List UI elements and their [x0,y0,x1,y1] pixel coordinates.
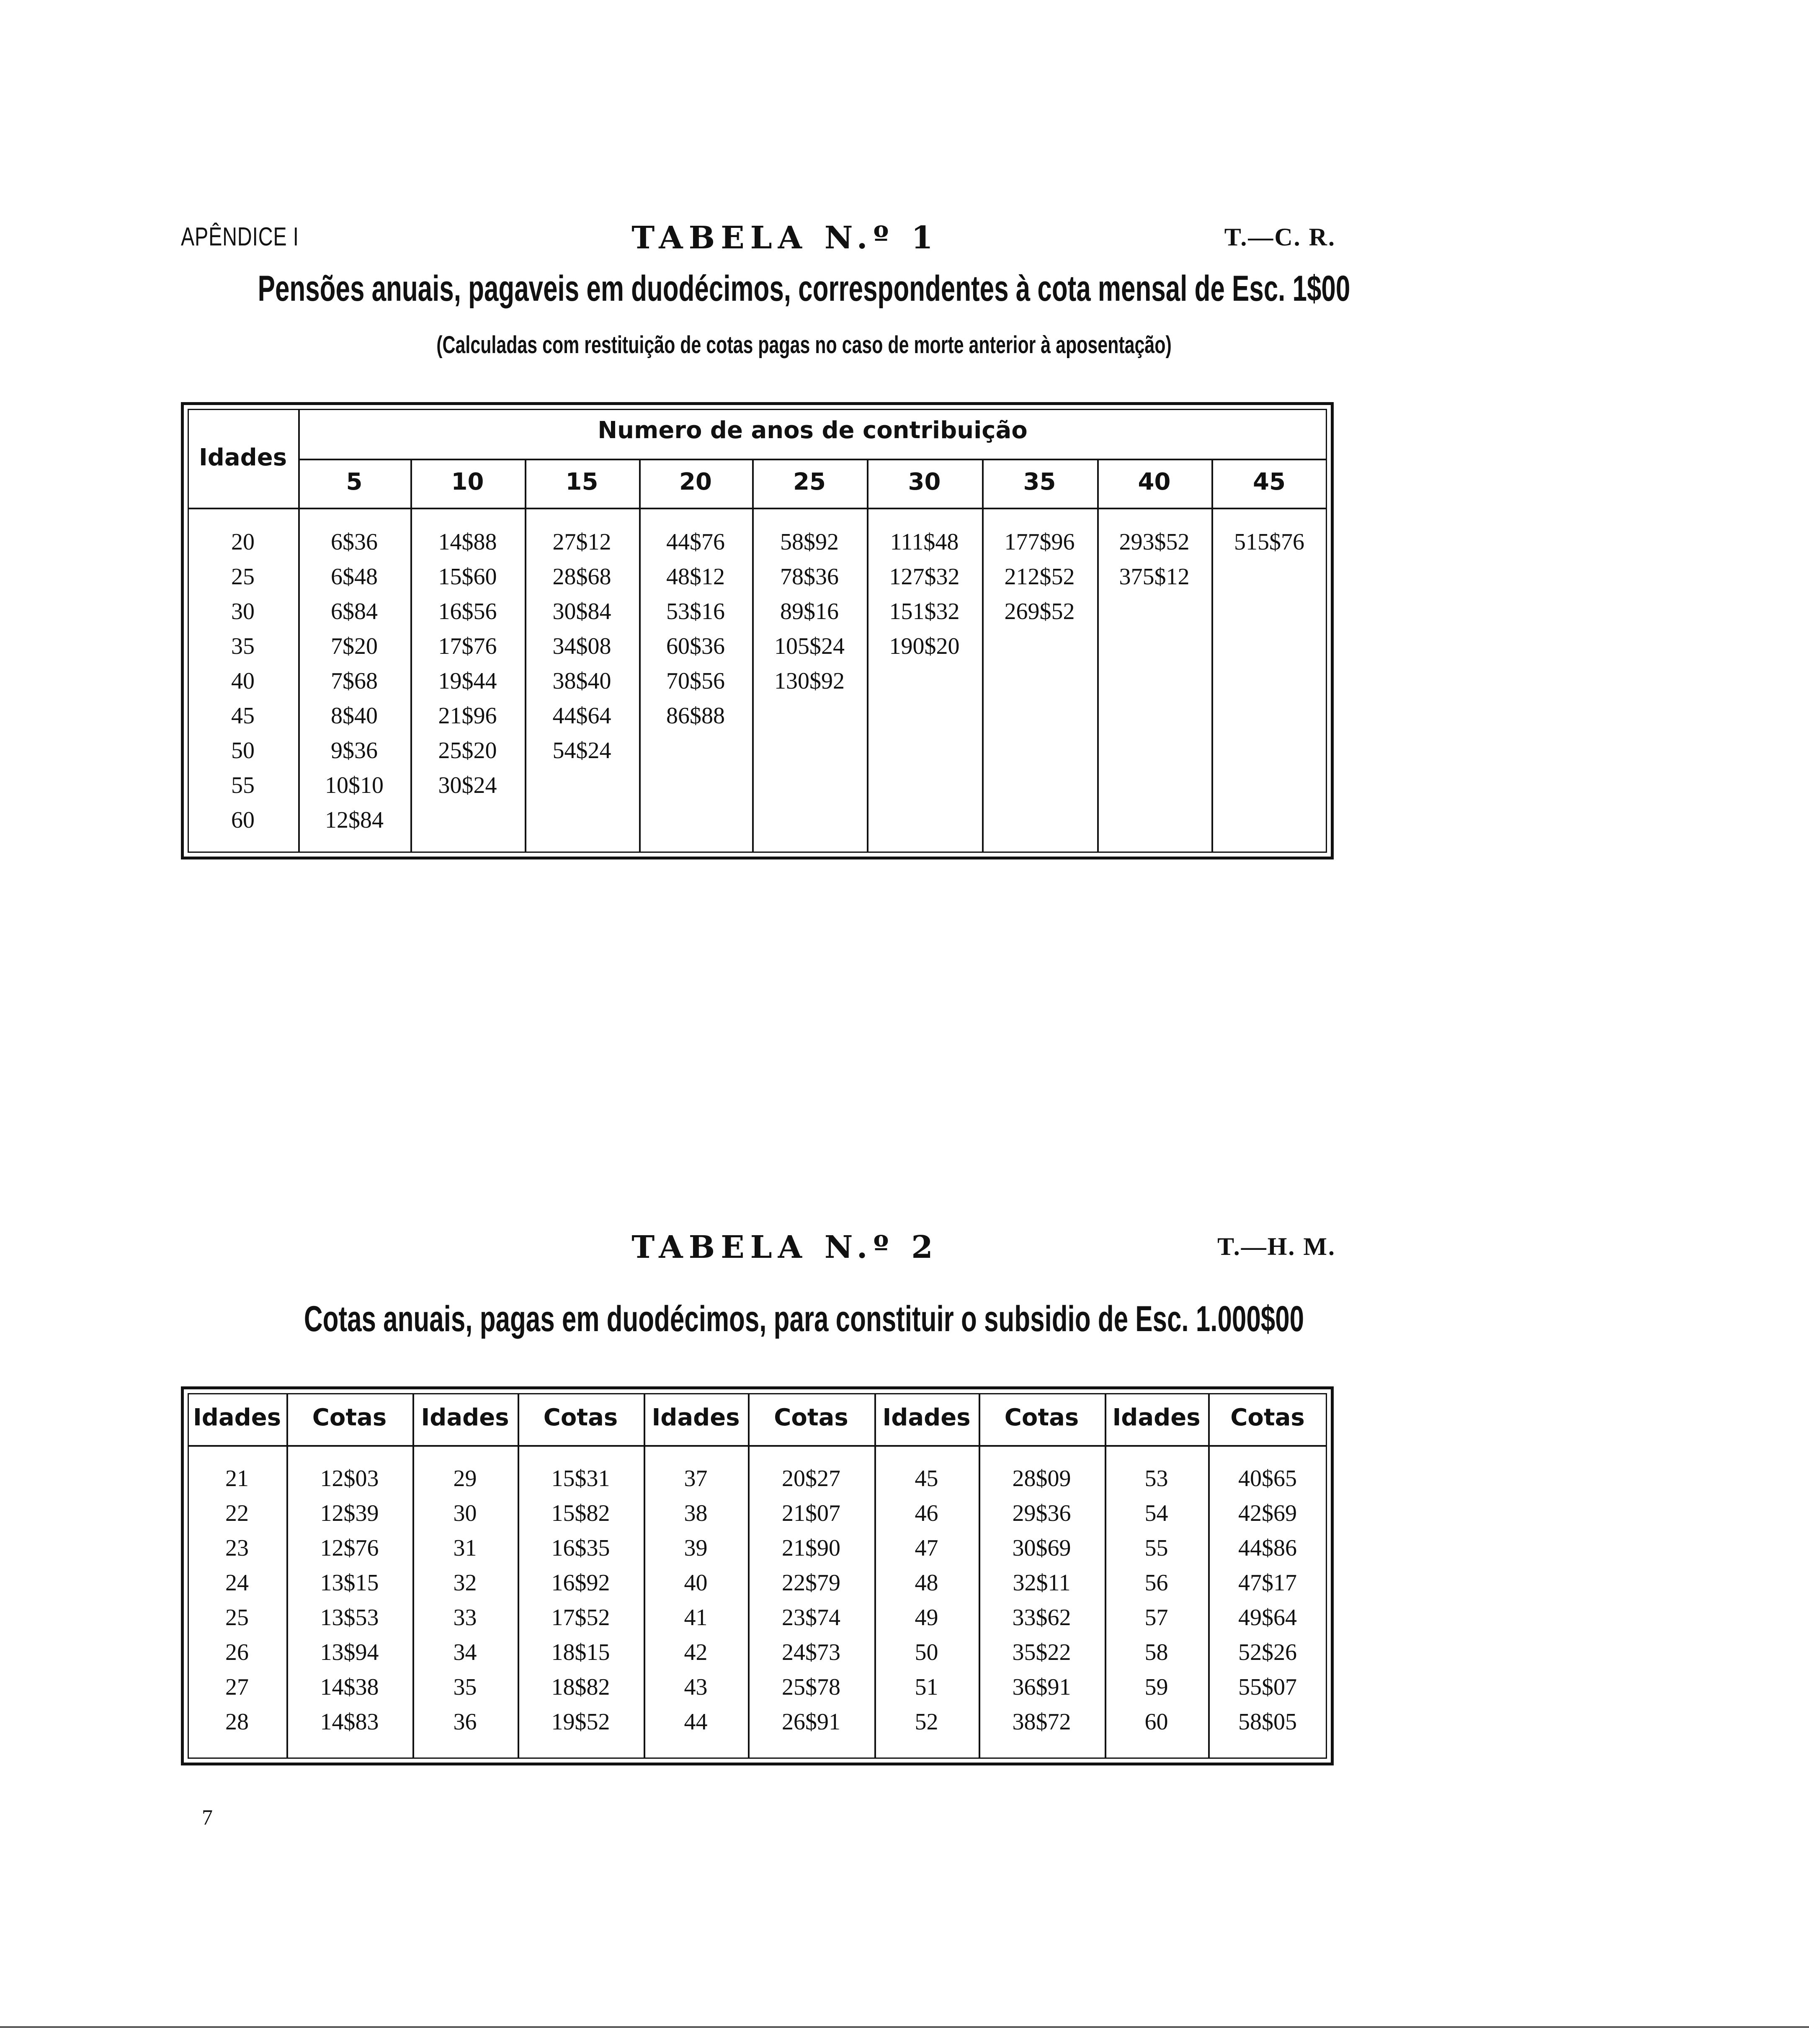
table1-value-cell: 9$36 [331,738,378,764]
table1-value-cell: 17$76 [438,633,497,659]
table1-value-cell: 44$76 [666,529,725,555]
table2-cota-cell: 20$27 [782,1466,840,1492]
table2-cota-cell: 12$39 [320,1500,379,1526]
table2-cota-cell: 19$52 [551,1709,610,1735]
table2-cota-cell: 26$91 [782,1709,840,1735]
table1-value-cell: 105$24 [774,633,845,659]
table2-age-cell: 54 [1144,1500,1168,1526]
table1-column-header: 40 [1138,468,1171,496]
table2-age-cell: 33 [453,1605,477,1631]
table2-cota-cell: 14$38 [320,1674,379,1700]
table1-column-header: 25 [793,468,826,496]
table1-value-cell: 177$96 [1004,529,1075,555]
table2-age-cell: 56 [1144,1570,1168,1596]
table2-cota-cell: 36$91 [1012,1674,1071,1700]
table2-cota-cell: 44$86 [1238,1535,1297,1561]
table2-age-cell: 27 [225,1674,249,1700]
table2-column-header: Cotas [774,1404,848,1431]
table2-cota-cell: 22$79 [782,1570,840,1596]
table1-age-cell: 25 [231,564,255,590]
table2-age-cell: 23 [225,1535,249,1561]
table2-cota-cell: 15$82 [551,1500,610,1526]
table1-title: TABELA N.º 1 [631,220,939,256]
table1-value-cell: 16$56 [438,599,497,625]
table1-value-cell: 130$92 [774,668,845,694]
table2-header-rule [188,1445,1327,1447]
table2-age-cell: 48 [915,1570,938,1596]
table2-age-cell: 21 [225,1466,249,1492]
table1-value-cell: 6$36 [331,529,378,555]
table1-value-cell: 27$12 [552,529,611,555]
table1-value-cell: 34$08 [552,633,611,659]
table1-value-cell: 48$12 [666,564,725,590]
table2-cota-cell: 21$07 [782,1500,840,1526]
table2-title: TABELA N.º 2 [631,1229,939,1265]
table2-cota-cell: 40$65 [1238,1466,1297,1492]
table1-subheading: (Calculadas com restituição de cotas pagas no caso de morte anterior à aposentação) [436,331,1172,359]
table2-cota-cell: 52$26 [1238,1639,1297,1665]
table2-age-cell: 31 [453,1535,477,1561]
table2-column-header: Idades [421,1404,509,1431]
table1-value-cell: 25$20 [438,738,497,764]
table2-age-cell: 25 [225,1605,249,1631]
table2-column-header: Cotas [1004,1404,1079,1431]
appendix-label: APÊNDICE I [181,222,299,251]
table2-age-cell: 58 [1144,1639,1168,1665]
table2-age-cell: 40 [684,1570,708,1596]
table2-age-cell: 47 [915,1535,938,1561]
table1-value-cell: 515$76 [1234,529,1304,555]
table1-value-cell: 8$40 [331,703,378,729]
table2-cota-cell: 35$22 [1012,1639,1071,1665]
table1-value-cell: 190$20 [889,633,960,659]
table2-cota-cell: 24$73 [782,1639,840,1665]
table1-value-cell: 14$88 [438,529,497,555]
table2-column-header: Cotas [543,1404,618,1431]
table2-age-cell: 60 [1144,1709,1168,1735]
table2-age-cell: 53 [1144,1466,1168,1492]
table2-code: T.—H. M. [1217,1233,1336,1260]
table2-cota-cell: 38$72 [1012,1709,1071,1735]
table1-col-divider [1097,459,1099,853]
table1-value-cell: 375$12 [1119,564,1190,590]
table2-cota-cell: 14$83 [320,1709,379,1735]
table2-cota-cell: 33$62 [1012,1605,1071,1631]
table2-age-cell: 26 [225,1639,249,1665]
table2-cota-cell: 18$82 [551,1674,610,1700]
table2-column-header: Idades [193,1404,281,1431]
table1-value-cell: 7$68 [331,668,378,694]
table2-cota-cell: 28$09 [1012,1466,1071,1492]
table1-column-header: 5 [346,468,363,496]
table2-age-cell: 49 [915,1605,938,1631]
table2-heading: Cotas anuais, pagas em duodécimos, para constituir o subsidio de Esc. 1.000$00 [304,1299,1304,1339]
table2-age-cell: 28 [225,1709,249,1735]
table2-cota-cell: 16$35 [551,1535,610,1561]
table2-age-cell: 29 [453,1466,477,1492]
table1-value-cell: 19$44 [438,668,497,694]
table2-cota-cell: 15$31 [551,1466,610,1492]
table1-value-cell: 60$36 [666,633,725,659]
table2-cota-cell: 23$74 [782,1605,840,1631]
table1-value-cell: 293$52 [1119,529,1190,555]
table1-age-cell: 20 [231,529,255,555]
table1-value-cell: 53$16 [666,599,725,625]
table1-column-header: 45 [1253,468,1286,496]
table1-group-rule [298,459,1327,460]
table1-age-cell: 45 [231,703,255,729]
table2-column-header: Idades [1112,1404,1201,1431]
table2-age-cell: 50 [915,1639,938,1665]
table2-cota-cell: 13$94 [320,1639,379,1665]
table1-age-cell: 30 [231,599,255,625]
table1-column-header: 30 [908,468,941,496]
table2-age-cell: 42 [684,1639,708,1665]
table1-value-cell: 89$16 [780,599,839,625]
table2-age-cell: 45 [915,1466,938,1492]
table1-value-cell: 38$40 [552,668,611,694]
table1-row-header: Idades [198,444,287,471]
table2-age-cell: 59 [1144,1674,1168,1700]
bottom-rule [0,2026,1809,2028]
table2-column-header: Cotas [312,1404,387,1431]
table2-cota-cell: 12$76 [320,1535,379,1561]
table1-value-cell: 30$24 [438,772,497,798]
page-number: 7 [202,1806,213,1830]
table1-value-cell: 28$68 [552,564,611,590]
table2-age-cell: 36 [453,1709,477,1735]
table1-value-cell: 127$32 [889,564,960,590]
table2-age-cell: 52 [915,1709,938,1735]
table1-value-cell: 12$84 [325,807,384,833]
table1-value-cell: 30$84 [552,599,611,625]
table1-age-cell: 35 [231,633,255,659]
table1-value-cell: 212$52 [1004,564,1075,590]
table2-cota-cell: 49$64 [1238,1605,1297,1631]
table1-value-cell: 78$36 [780,564,839,590]
table2-age-cell: 44 [684,1709,708,1735]
table1-value-cell: 70$56 [666,668,725,694]
table2-age-cell: 51 [915,1674,938,1700]
table2-cota-cell: 18$15 [551,1639,610,1665]
table2-column-header: Idades [882,1404,971,1431]
table2-age-cell: 55 [1144,1535,1168,1561]
table2-cota-cell: 12$03 [320,1466,379,1492]
table1-column-header: 20 [679,468,712,496]
table2-age-cell: 37 [684,1466,708,1492]
table1-value-cell: 6$48 [331,564,378,590]
table2-cota-cell: 55$07 [1238,1674,1297,1700]
table1-value-cell: 269$52 [1004,599,1075,625]
table2-age-cell: 39 [684,1535,708,1561]
table2-column-header: Idades [652,1404,740,1431]
table1-group-header: Numero de anos de contribuição [598,417,1028,444]
table1-value-cell: 44$64 [552,703,611,729]
table2-cota-cell: 13$53 [320,1605,379,1631]
table1-value-cell: 6$84 [331,599,378,625]
table2-age-cell: 32 [453,1570,477,1596]
table2-cota-cell: 30$69 [1012,1535,1071,1561]
table2-age-cell: 24 [225,1570,249,1596]
table2-age-cell: 41 [684,1605,708,1631]
table1-heading: Pensões anuais, pagaveis em duodécimos, correspondentes à cota mensal de Esc. 1$00 [258,268,1350,309]
table2-cota-cell: 58$05 [1238,1709,1297,1735]
table1-value-cell: 151$32 [889,599,960,625]
table1-column-header: 15 [565,468,598,496]
table1-value-cell: 111$48 [890,529,959,555]
table1-code: T.—C. R. [1224,223,1336,251]
table2-cota-cell: 47$17 [1238,1570,1297,1596]
table2-cota-cell: 42$69 [1238,1500,1297,1526]
table1-age-cell: 50 [231,738,255,764]
table1-value-cell: 58$92 [780,529,839,555]
table1-column-header: 35 [1023,468,1056,496]
table1-value-cell: 21$96 [438,703,497,729]
table2-age-cell: 57 [1144,1605,1168,1631]
table1-col-divider [982,459,984,853]
table2-cota-cell: 29$36 [1012,1500,1071,1526]
table1-value-cell: 7$20 [331,633,378,659]
table1-value-cell: 86$88 [666,703,725,729]
table2-age-cell: 43 [684,1674,708,1700]
table2-cota-cell: 25$78 [782,1674,840,1700]
table1-col-divider [1211,459,1213,853]
table1-value-cell: 15$60 [438,564,497,590]
table1-value-cell: 54$24 [552,738,611,764]
table2-age-cell: 35 [453,1674,477,1700]
table1-age-cell: 60 [231,807,255,833]
table2-age-cell: 34 [453,1639,477,1665]
table2-age-cell: 38 [684,1500,708,1526]
table1-column-header: 10 [451,468,484,496]
table2-cota-cell: 17$52 [551,1605,610,1631]
table2-column-header: Cotas [1230,1404,1305,1431]
table2-age-cell: 22 [225,1500,249,1526]
table1-header-rule [188,508,1327,509]
table1-age-cell: 55 [231,772,255,798]
table2-age-cell: 30 [453,1500,477,1526]
table2-age-cell: 46 [915,1500,938,1526]
table2-cota-cell: 13$15 [320,1570,379,1596]
table2-cota-cell: 21$90 [782,1535,840,1561]
table2-cota-cell: 32$11 [1013,1570,1071,1596]
table2-cota-cell: 16$92 [551,1570,610,1596]
table1-age-cell: 40 [231,668,255,694]
table1-value-cell: 10$10 [325,772,384,798]
